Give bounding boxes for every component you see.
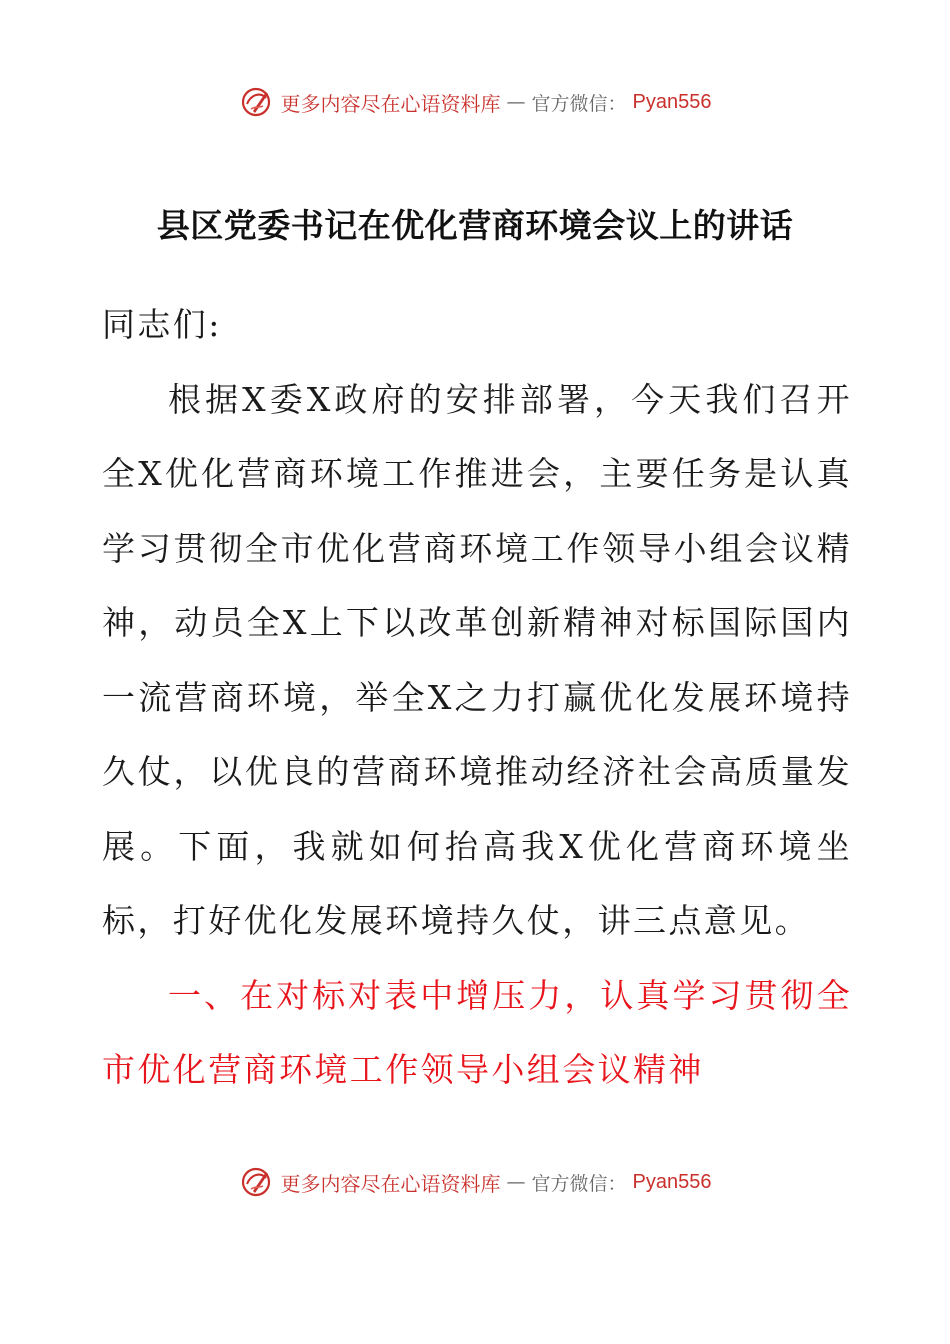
watermark-official-label: 官方微信： bbox=[531, 92, 627, 115]
watermark-wechat-id: Pyan556 bbox=[632, 1170, 712, 1193]
body-paragraph: 根据X委X政府的安排部署，今天我们召开全X优化营商环境工作推进会，主要任务是认真学习贯彻全市优化营商环境工作领导小组会议精神，动员全X上下以改革创新精神对标国际国内一流营商环境，举全X之力打赢优化发展环境持久仗，以优良的营商环境推动经济社会高质量发展。下面，我就如何抬高我X优化营商环境坐标，打好优化发展环境持久仗，讲三点意见。 bbox=[102, 379, 852, 940]
watermark-dash: — bbox=[506, 91, 526, 113]
watermark-dash: — bbox=[506, 1171, 526, 1193]
section-heading: 一、在对标对表中增压力，认真学习贯彻全市优化营商环境工作领导小组会议精神 bbox=[102, 975, 852, 1089]
footer-watermark bbox=[0, 1162, 950, 1202]
watermark-official-label: 官方微信： bbox=[531, 1172, 627, 1195]
watermark-text: 更多内容尽在心语资料库 bbox=[280, 91, 501, 116]
watermark-text: 更多内容尽在心语资料库 bbox=[280, 1171, 501, 1196]
document-body bbox=[102, 288, 852, 1108]
document-title: 县区党委书记在优化营商环境会议上的讲话 bbox=[156, 206, 794, 245]
watermark-wechat-id: Pyan556 bbox=[632, 90, 712, 113]
salutation: 同志们: bbox=[102, 305, 222, 344]
pen-swirl-logo-icon bbox=[239, 84, 275, 120]
header-watermark bbox=[0, 82, 950, 122]
pen-swirl-logo-icon bbox=[239, 1164, 275, 1200]
